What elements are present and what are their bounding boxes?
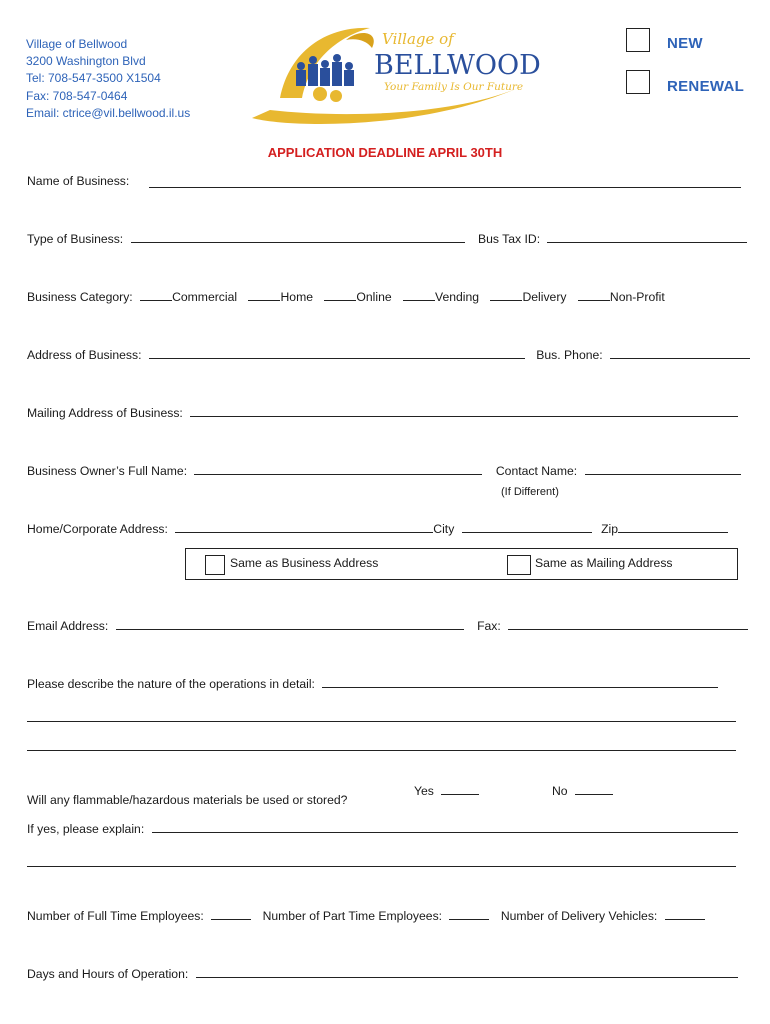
address-line: Email: ctrice@vil.bellwood.il.us (26, 105, 191, 120)
address-line: Tel: 708-547-3500 X1504 (26, 71, 161, 86)
if-yes-line-2[interactable] (27, 866, 736, 867)
if-yes-row (27, 822, 738, 836)
home-address-label: Home/Corporate Address: (27, 522, 168, 536)
address-line: Village of Bellwood (26, 37, 128, 51)
days-hours-field[interactable] (196, 967, 738, 978)
same-as-business-label: Same as Business Address (230, 556, 379, 570)
logo-tagline: Your Family Is Our Future (384, 81, 524, 93)
category-non-profit: Non-Profit (609, 290, 665, 304)
owner-contact-row (27, 464, 741, 478)
fax-field[interactable] (508, 619, 748, 630)
new-label: NEW (667, 35, 703, 52)
bus-tax-id-field[interactable] (547, 232, 747, 243)
same-as-business-checkbox[interactable] (205, 555, 225, 575)
category-blank[interactable] (324, 290, 356, 301)
renewal-checkbox[interactable] (626, 70, 650, 94)
fax-label: Fax: (477, 619, 501, 633)
owner-name-field[interactable] (194, 464, 482, 475)
describe-field[interactable] (322, 677, 718, 688)
owner-name-label: Business Owner’s Full Name: (27, 464, 188, 478)
part-time-label: Number of Part Time Employees: (262, 909, 443, 923)
renewal-label: RENEWAL (667, 78, 745, 95)
city-label: City (433, 522, 455, 536)
category-blank[interactable] (490, 290, 522, 301)
contact-name-field[interactable] (585, 464, 741, 475)
address-of-business-row (27, 348, 750, 362)
mailing-address-label: Mailing Address of Business: (27, 406, 183, 420)
zip-label: Zip (601, 522, 619, 536)
zip-field[interactable] (618, 522, 728, 533)
category-delivery: Delivery (522, 290, 567, 304)
days-hours-label: Days and Hours of Operation: (27, 967, 189, 981)
if-yes-label: If yes, please explain: (27, 822, 145, 836)
logo-small-text: Village of (382, 30, 454, 48)
new-checkbox[interactable] (626, 28, 650, 52)
application-deadline: APPLICATION DEADLINE APRIL 30TH (267, 145, 503, 160)
describe-line-3[interactable] (27, 750, 736, 751)
bellwood-logo (250, 18, 541, 130)
mailing-address-row (27, 406, 738, 420)
bus-phone-field[interactable] (610, 348, 750, 359)
bus-phone-label: Bus. Phone: (536, 348, 603, 362)
describe-row (27, 677, 718, 691)
hazardous-question: Will any flammable/hazardous materials be used or stored? (27, 793, 348, 807)
email-field[interactable] (116, 619, 464, 630)
business-category-label: Business Category: (27, 290, 133, 304)
business-category-row (27, 290, 665, 304)
category-vending: Vending (435, 290, 480, 304)
yes-field[interactable] (441, 784, 479, 795)
category-blank[interactable] (578, 290, 610, 301)
category-blank[interactable] (403, 290, 435, 301)
no-field[interactable] (575, 784, 613, 795)
category-blank[interactable] (248, 290, 280, 301)
village-address-block (26, 36, 190, 122)
days-hours-row (27, 967, 738, 981)
if-yes-field[interactable] (152, 822, 738, 833)
full-time-label: Number of Full Time Employees: (27, 909, 204, 923)
type-of-business-row (27, 232, 747, 246)
email-fax-row (27, 619, 748, 633)
category-home: Home (280, 290, 313, 304)
home-address-row (27, 522, 728, 536)
name-of-business-field[interactable] (149, 175, 741, 188)
describe-line-2[interactable] (27, 721, 736, 722)
category-blank[interactable] (140, 290, 172, 301)
delivery-vehicles-label: Number of Delivery Vehicles: (500, 909, 658, 923)
name-of-business-label: Name of Business: (27, 174, 130, 188)
mailing-address-field[interactable] (190, 406, 738, 417)
full-time-field[interactable] (211, 909, 251, 920)
part-time-field[interactable] (449, 909, 489, 920)
address-of-business-label: Address of Business: (27, 348, 142, 362)
bus-tax-id-label: Bus Tax ID: (477, 232, 541, 246)
category-commercial: Commercial (172, 290, 238, 304)
employees-row (27, 909, 705, 923)
name-of-business-row (27, 174, 129, 188)
home-address-field[interactable] (175, 522, 433, 533)
city-field[interactable] (462, 522, 592, 533)
if-different-note: (If Different) (501, 486, 559, 498)
same-as-mailing-label: Same as Mailing Address (535, 556, 673, 570)
address-line: Fax: 708-547-0464 (26, 88, 128, 103)
logo-name: BELLWOOD (374, 50, 541, 81)
hazardous-yes (414, 784, 479, 798)
yes-label: Yes (414, 784, 434, 798)
contact-name-label: Contact Name: (495, 464, 578, 478)
same-as-mailing-checkbox[interactable] (507, 555, 531, 575)
hazardous-no (552, 784, 613, 798)
type-of-business-label: Type of Business: (27, 232, 124, 246)
type-of-business-field[interactable] (131, 232, 465, 243)
delivery-vehicles-field[interactable] (665, 909, 705, 920)
no-label: No (552, 784, 568, 798)
email-label: Email Address: (27, 619, 109, 633)
category-online: Online (356, 290, 392, 304)
address-line: 3200 Washington Blvd (26, 54, 146, 69)
describe-label: Please describe the nature of the operations in detail: (27, 677, 315, 691)
logo-graphic (250, 18, 541, 130)
address-of-business-field[interactable] (149, 348, 525, 359)
